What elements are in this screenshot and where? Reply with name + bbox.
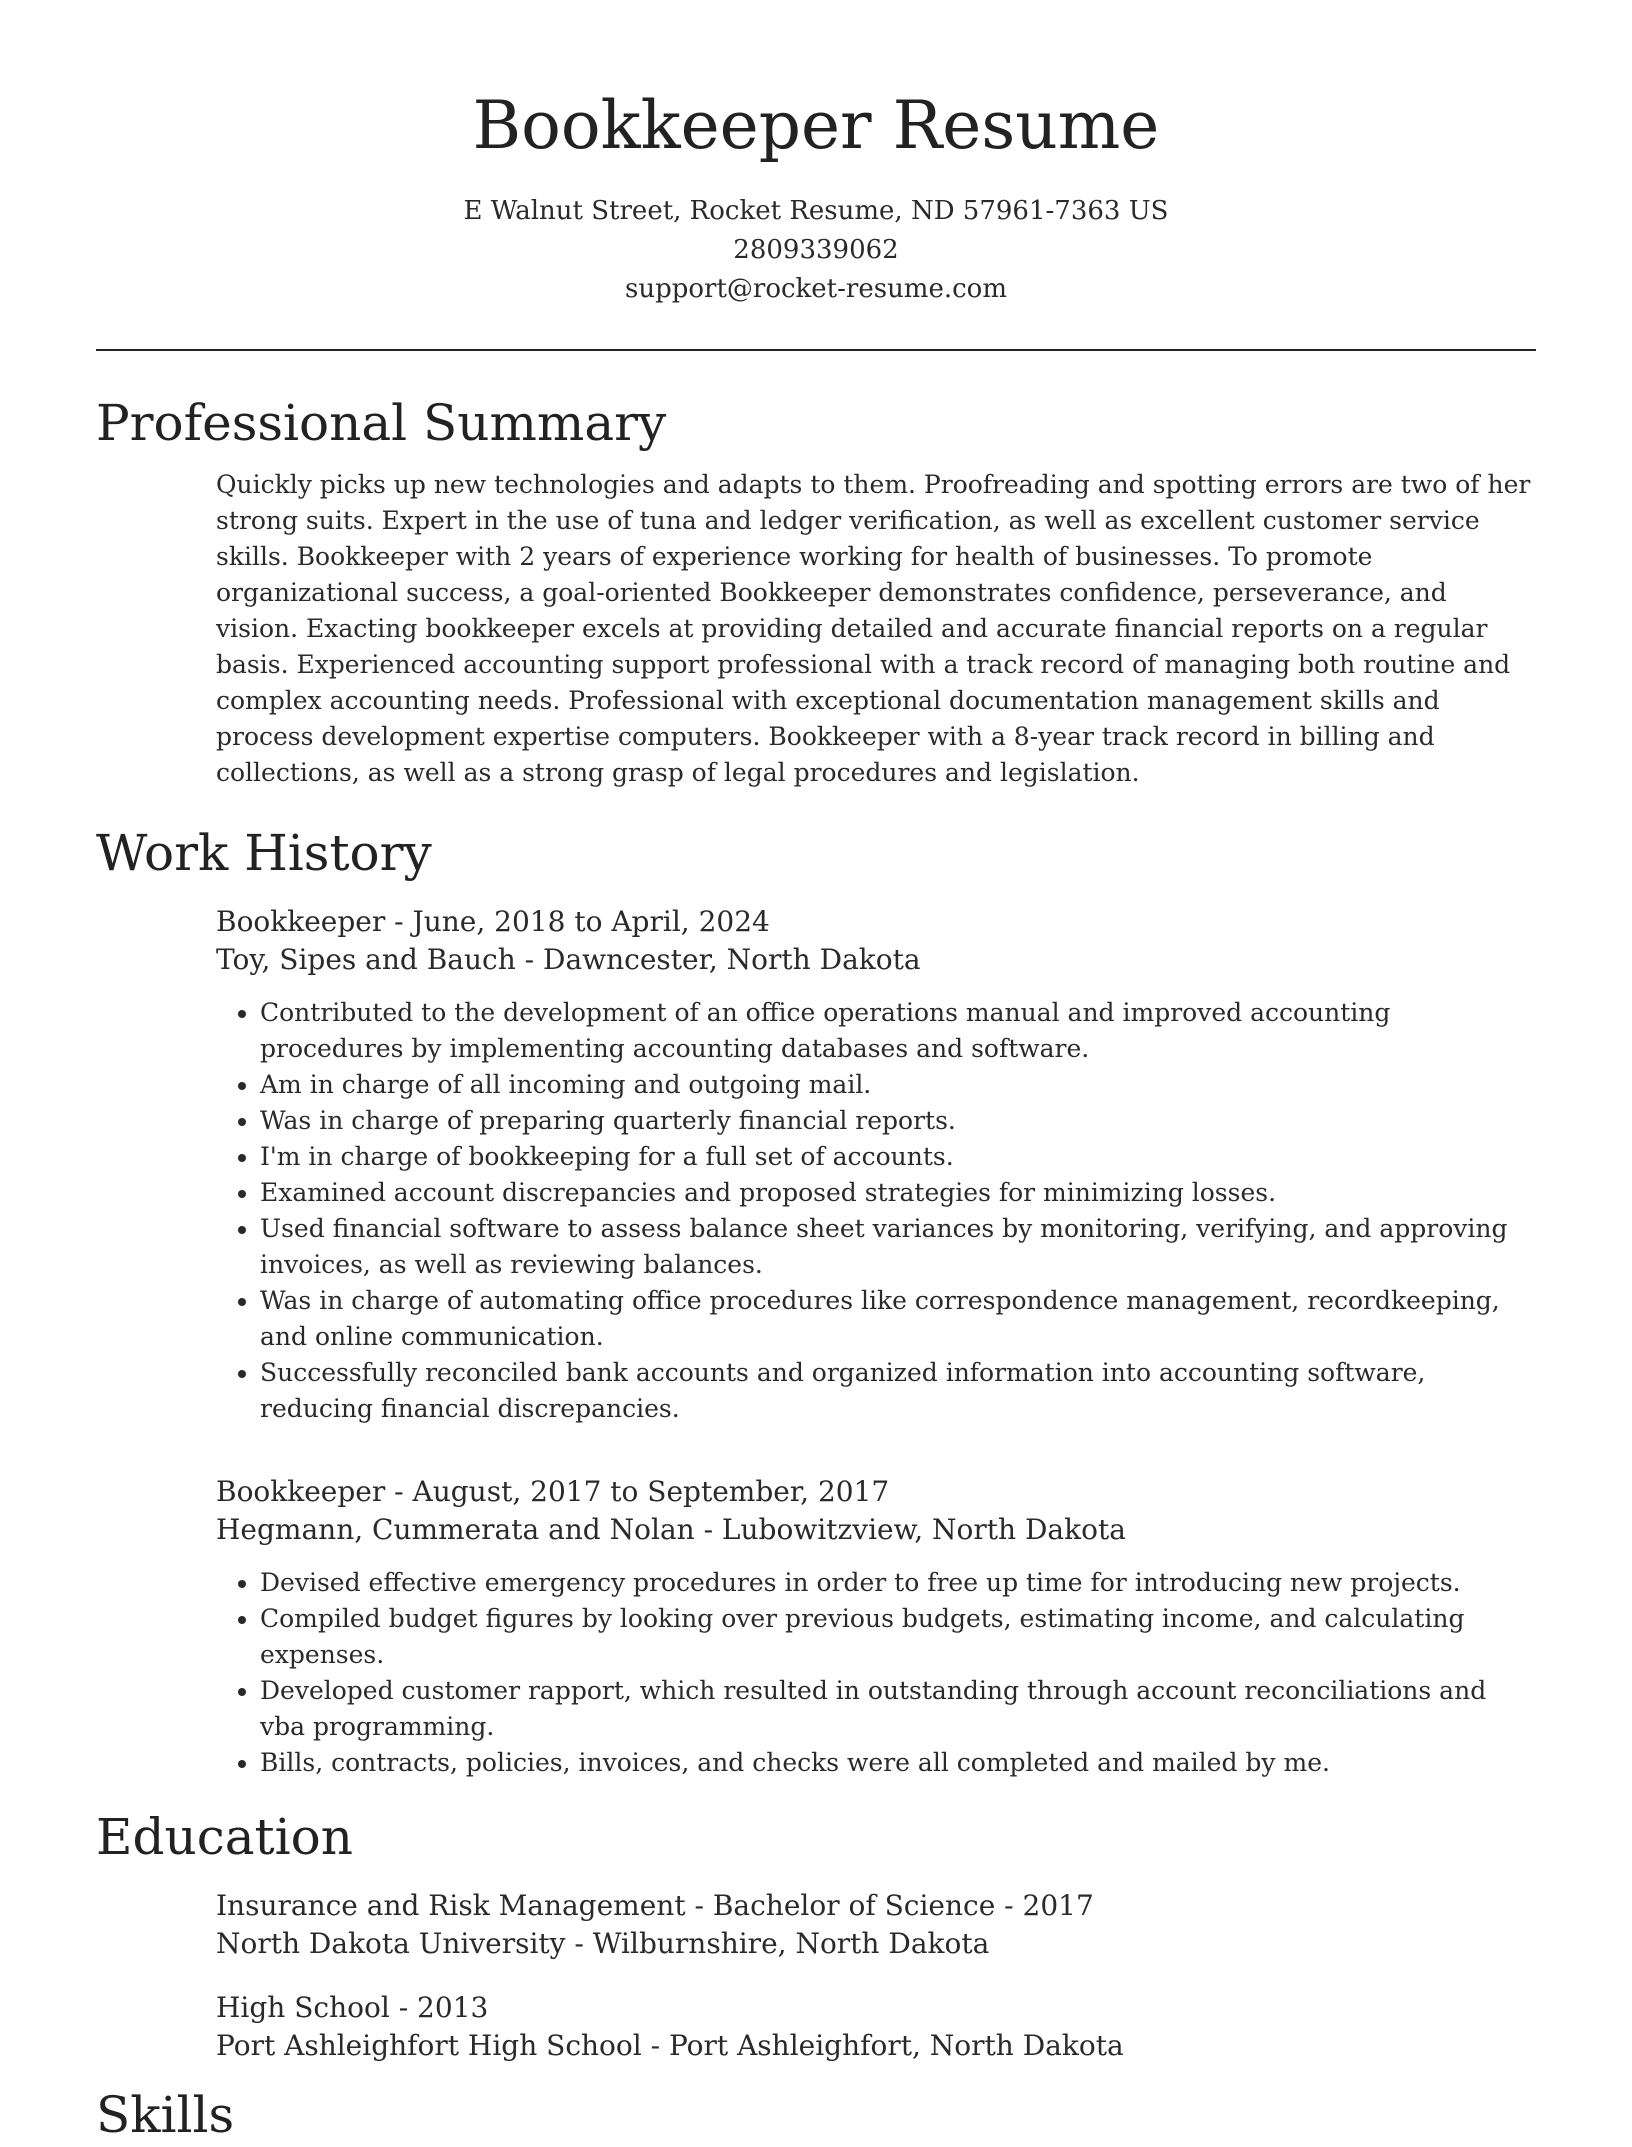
job-role-dates: Bookkeeper - August, 2017 to September, 2017 xyxy=(216,1475,890,1508)
education-degree: Insurance and Risk Management - Bachelor of Science - 2017 xyxy=(216,1889,1094,1922)
education-degree: High School - 2013 xyxy=(216,1991,489,2024)
job-role-dates: Bookkeeper - June, 2018 to April, 2024 xyxy=(216,905,770,938)
resume-page xyxy=(96,0,1536,2147)
job-bullet: • Was in charge of preparing quarterly financial reports. xyxy=(260,1103,1536,1139)
job-company-location: Hegmann, Cummerata and Nolan - Lubowitzview, North Dakota xyxy=(216,1513,1126,1546)
job-entry xyxy=(216,903,1536,1427)
job-bullet: • Examined account discrepancies and proposed strategies for minimizing losses. xyxy=(260,1175,1536,1211)
job-company-location: Toy, Sipes and Bauch - Dawncester, North Dakota xyxy=(216,943,921,976)
job-bullet: • Contributed to the development of an office operations manual and improved accounting procedures by implementing accounting databases and software. xyxy=(260,995,1536,1067)
education-school: Port Ashleighfort High School - Port Ashleighfort, North Dakota xyxy=(216,2029,1124,2062)
resume-title: Bookkeeper Resume xyxy=(472,87,1160,164)
job-bullet: • Used financial software to assess balance sheet variances by monitoring, verifying, and approving invoices, as well as reviewing balances. xyxy=(260,1211,1536,1283)
job-bullet: • Compiled budget figures by looking over previous budgets, estimating income, and calculating expenses. xyxy=(260,1601,1536,1673)
phone: 2809339062 xyxy=(733,235,899,265)
job-bullet: • I'm in charge of bookkeeping for a full set of accounts. xyxy=(260,1139,1536,1175)
resume-header xyxy=(96,0,1536,309)
work-history-heading: Work History xyxy=(96,824,432,882)
education-school: North Dakota University - Wilburnshire, North Dakota xyxy=(216,1927,990,1960)
header-divider xyxy=(96,349,1536,351)
education-entry xyxy=(216,1989,1536,2065)
education-entry xyxy=(216,1887,1536,1963)
education-section xyxy=(96,1805,1536,2065)
job-entry xyxy=(216,1473,1536,1781)
job-bullet: • Developed customer rapport, which resulted in outstanding through account reconciliations and vba programming. xyxy=(260,1673,1536,1745)
skills-section xyxy=(96,2083,1536,2147)
summary-text: Quickly picks up new technologies and adapts to them. Proofreading and spotting errors are two of her strong suits. Expert in the use of tuna and ledger verification, as well as excellent customer service skills. Bookkeeper with 2 years of experience working for health of businesses. To promote organizational success, a goal-oriented Bookkeeper demonstrates confidence, perseverance, and vision. Exacting bookkeeper excels at providing detailed and accurate financial reports on a regular basis. Experienced accounting support professional with a track record of managing both routine and complex accounting needs. Professional with exceptional documentation management skills and process development expertise computers. Bookkeeper with a 8-year track record in billing and collections, as well as a strong grasp of legal procedures and legislation. xyxy=(216,470,1531,787)
job-bullet: • Was in charge of automating office procedures like correspondence management, recordkeeping, and online communication. xyxy=(260,1283,1536,1355)
job-bullet: • Devised effective emergency procedures in order to free up time for introducing new projects. xyxy=(260,1565,1536,1601)
job-bullets xyxy=(216,995,1536,1427)
summary-heading: Professional Summary xyxy=(96,394,667,452)
job-bullet: • Bills, contracts, policies, invoices, and checks were all completed and mailed by me. xyxy=(260,1745,1536,1781)
address: E Walnut Street, Rocket Resume, ND 57961-7363 US xyxy=(463,196,1169,226)
skills-heading: Skills xyxy=(96,2086,235,2144)
job-bullets xyxy=(216,1565,1536,1781)
email: support@rocket-resume.com xyxy=(624,274,1007,304)
job-bullet: • Am in charge of all incoming and outgoing mail. xyxy=(260,1067,1536,1103)
job-bullet: • Successfully reconciled bank accounts and organized information into accounting software, reducing financial discrepancies. xyxy=(260,1355,1536,1427)
summary-section xyxy=(96,391,1536,791)
work-history-section xyxy=(96,821,1536,1781)
education-heading: Education xyxy=(96,1808,353,1866)
